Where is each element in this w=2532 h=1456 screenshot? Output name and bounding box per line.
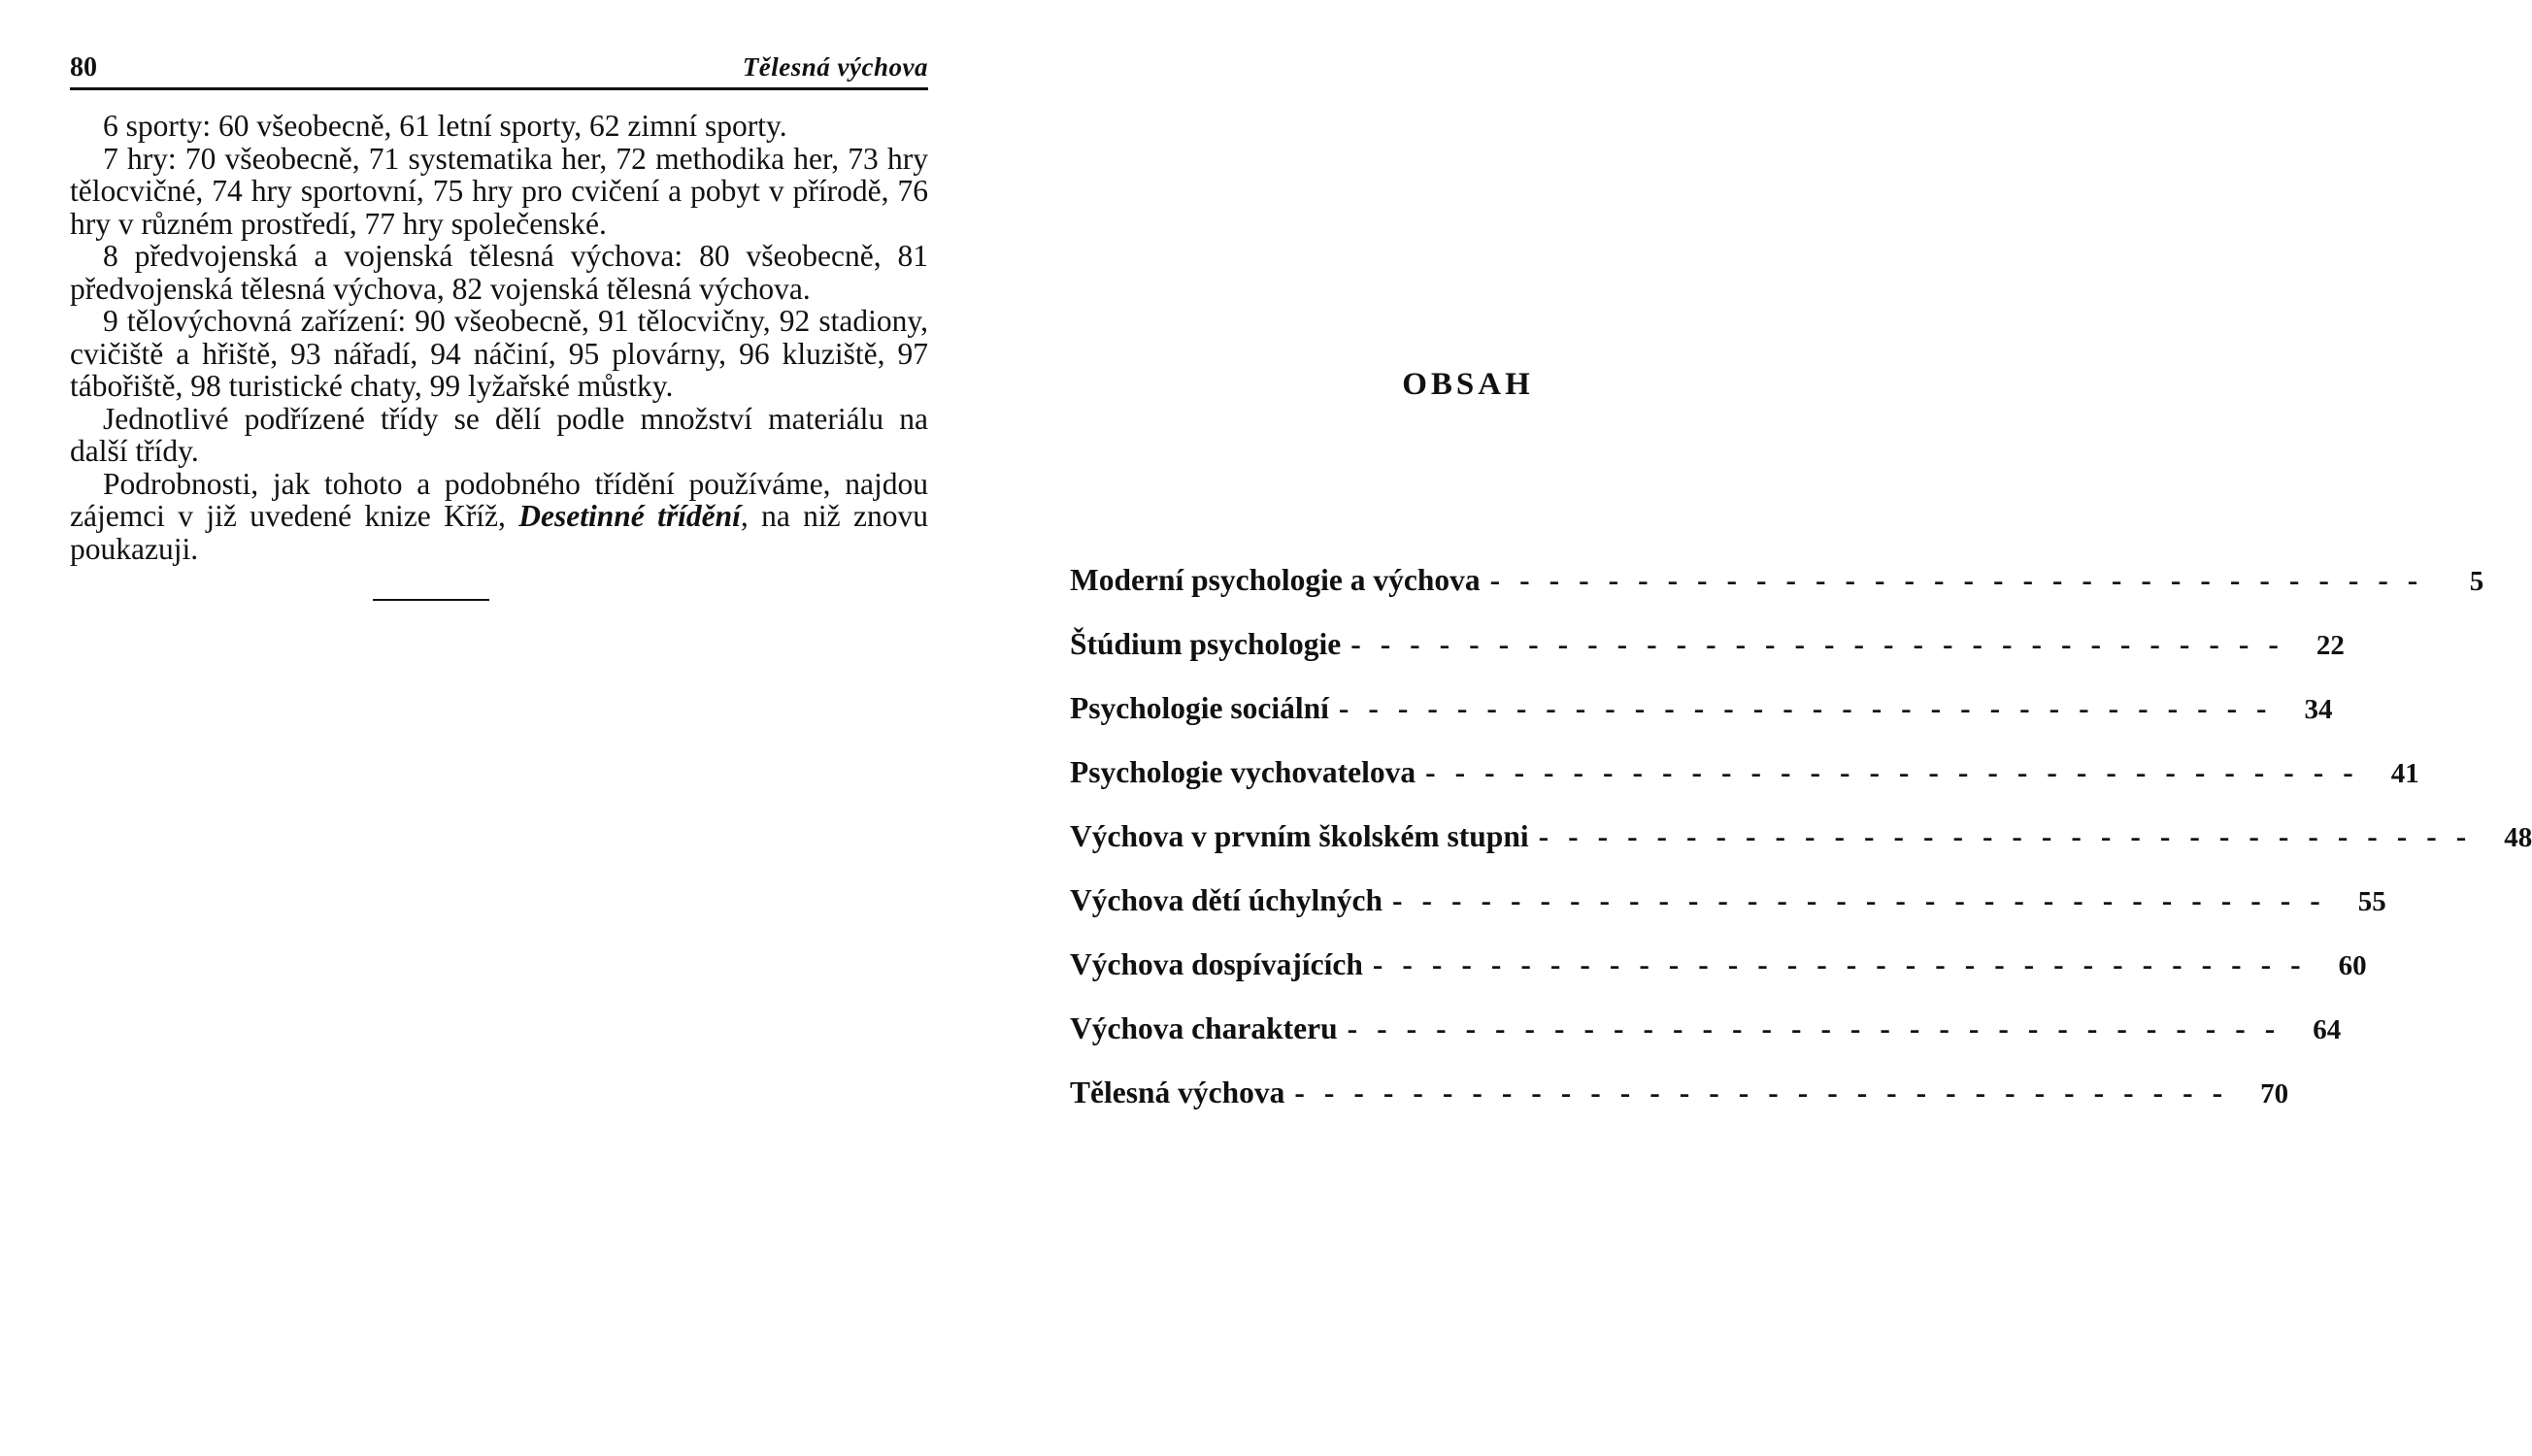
toc-leader-dashes: --------------------------------: [1538, 819, 2486, 853]
toc-entry-title: Moderní psychologie a výchova: [1070, 563, 1481, 597]
toc-entry-page: 34: [2304, 694, 2333, 725]
toc-entry: [1070, 947, 2367, 1011]
page-number: 80: [70, 52, 97, 83]
toc-heading: OBSAH: [1402, 367, 1534, 402]
section-end-rule: [373, 599, 489, 601]
paragraph-text: Podrobnosti, jak tohoto a podobného třídění používáme, najdou zájemci v již uvedené knize Kříž,: [70, 466, 928, 533]
toc-entry-title: Tělesná výchova: [1070, 1075, 1285, 1109]
toc-entry-title: Výchova dětí úchylných: [1070, 883, 1383, 917]
paragraph: 9 tělovýchovná zařízení: 90 všeobecně, 91 tělocvičny, 92 stadiony, cvičiště a hřiště, 93 nářadí, 94 náčiní, 95 plovárny, 96 kluziště, 97 tábořiště, 98 turistické chaty, 99 lyžařské můstky.: [70, 304, 928, 403]
toc-entry: [1070, 1075, 2289, 1140]
toc-leader-dashes: --------------------------------: [1392, 883, 2340, 917]
paragraph-reference: [70, 468, 928, 566]
right-page: [1070, 0, 2532, 1456]
toc-entry-title: Štúdium psychologie: [1070, 627, 1342, 661]
toc-entry-page: 70: [2260, 1078, 2289, 1109]
toc-entry-page: 48: [2504, 822, 2532, 853]
toc-entry: [1070, 755, 2419, 819]
toc-entry-page: 5: [2469, 566, 2484, 597]
left-page: [70, 52, 928, 565]
toc-leader-dashes: --------------------------------: [1350, 627, 2298, 661]
toc-entry-title: Psychologie vychovatelova: [1070, 755, 1416, 789]
running-title: Tělesná výchova: [742, 52, 928, 82]
paragraph: 8 předvojenská a vojenská tělesná výchova: 80 všeobecně, 81 předvojenská tělesná výchova, 82 vojenská tělesná výchova.: [70, 239, 928, 306]
toc-entry-page: 41: [2390, 758, 2419, 789]
toc-entry-page: 60: [2338, 950, 2367, 981]
toc-leader-dashes: --------------------------------: [1338, 691, 2286, 725]
toc-leader-dashes: --------------------------------: [1489, 563, 2438, 597]
toc-entry-title: Výchova charakteru: [1070, 1011, 1338, 1045]
toc-entry: [1070, 563, 2484, 627]
paragraph-text: , na niž znovu poukazuji.: [70, 499, 928, 566]
toc-leader-dashes: --------------------------------: [1294, 1075, 2243, 1109]
toc-entry-page: 55: [2357, 886, 2386, 917]
toc-entry-page: 22: [2315, 630, 2345, 661]
book-title: Desetinné třídění: [518, 499, 741, 533]
paragraph: Jednotlivé podřízené třídy se dělí podle množství materiálu na další třídy.: [70, 401, 928, 468]
paragraph: 7 hry: 70 všeobecně, 71 systematika her, 72 methodika her, 73 hry tělocvičné, 74 hry sportovní, 75 hry pro cvičení a pobyt v přírodě, 76 hry v různém prostředí, 77 hry společenské.: [70, 141, 928, 241]
toc-entry: [1070, 691, 2333, 755]
toc-entry-title: Výchova v prvním školském stupni: [1070, 819, 1529, 853]
toc-leader-dashes: --------------------------------: [1347, 1011, 2295, 1045]
toc-entry: [1070, 883, 2386, 947]
table-of-contents: [1070, 563, 2532, 1140]
toc-entry-title: Psychologie sociální: [1070, 691, 1329, 725]
toc-entry-page: 64: [2313, 1014, 2342, 1045]
toc-entry-title: Výchova dospívajících: [1070, 947, 1363, 981]
toc-entry: [1070, 627, 2345, 691]
toc-leader-dashes: --------------------------------: [1372, 947, 2320, 981]
running-head: [70, 52, 928, 90]
body-text: [70, 110, 928, 565]
toc-leader-dashes: --------------------------------: [1425, 755, 2373, 789]
toc-entry: [1070, 819, 2532, 883]
paragraph: 6 sporty: 60 všeobecně, 61 letní sporty, 62 zimní sporty.: [103, 109, 787, 143]
toc-entry: [1070, 1011, 2342, 1075]
